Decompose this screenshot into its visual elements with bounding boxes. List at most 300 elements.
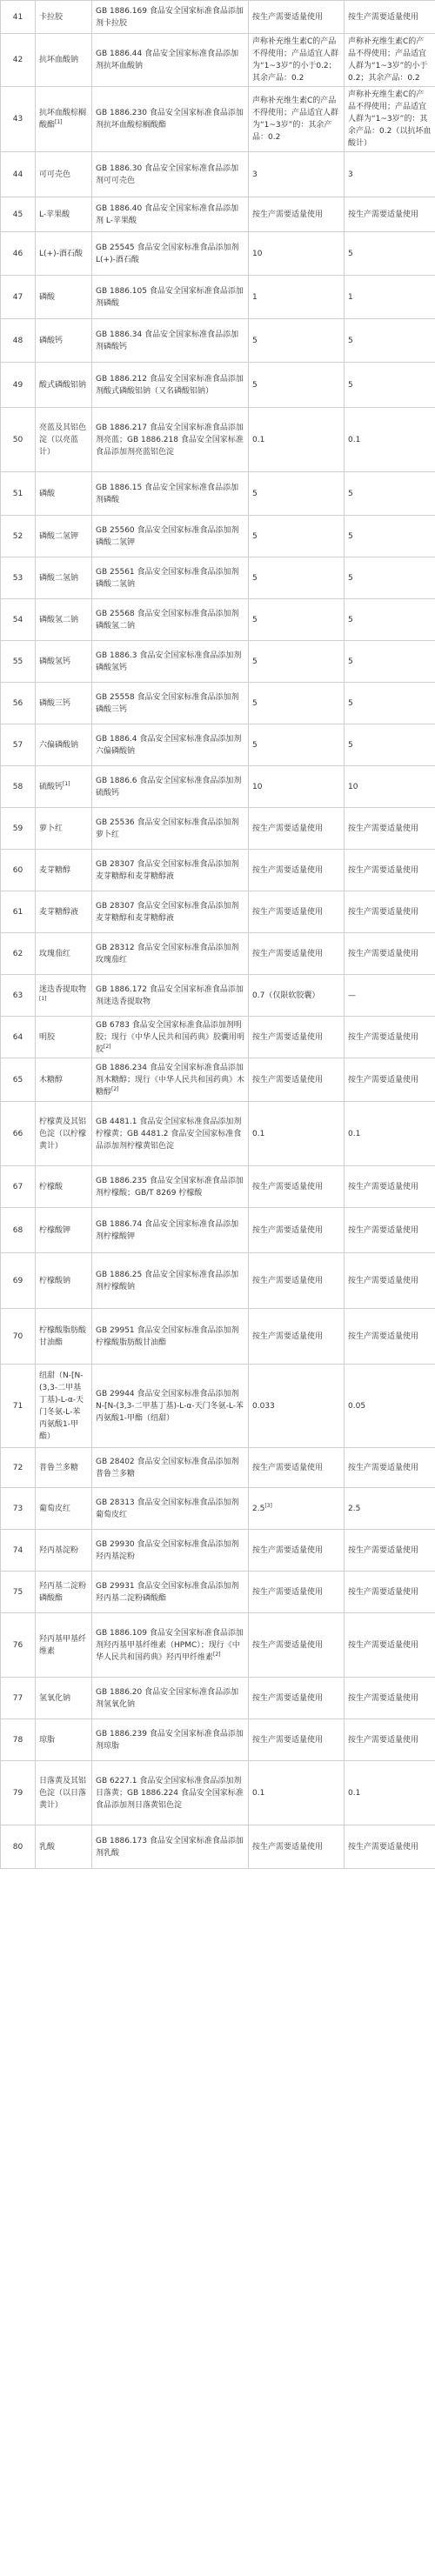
max-usage-cell — [249, 933, 345, 975]
additive-name-cell-text: 柠檬酸钠 — [39, 1276, 71, 1285]
table-row — [1, 363, 435, 408]
additive-name-cell-text: 柠檬酸钾 — [39, 1225, 71, 1235]
max-usage-cell-text: 按生产需要适量使用 — [252, 1587, 324, 1597]
max-usage-alt-cell — [345, 891, 435, 933]
max-usage-alt-cell-text: 按生产需要适量使用 — [348, 1182, 419, 1191]
max-usage-alt-cell — [345, 850, 435, 891]
standard-cell-text: GB 29951 食品安全国家标准食品添加剂柠檬酸脂肪酸甘油酯 — [96, 1325, 239, 1347]
max-usage-cell-text: 声称补充维生素C的产品不得使用；产品适宜人群为“1~3岁”的：其余产品：0.2 — [252, 97, 339, 142]
additive-name-cell-text: 明胶 — [39, 1032, 56, 1042]
row-number-cell — [1, 975, 36, 1017]
additive-name-cell-text: 磷酸氢钙 — [39, 657, 71, 666]
max-usage-alt-cell-text: 5 — [348, 657, 353, 666]
additive-name-cell-text: 磷酸 — [39, 489, 56, 498]
max-usage-cell-text: 5 — [252, 740, 258, 750]
additive-name-cell — [36, 1, 92, 34]
row-number-cell-text: 66 — [12, 1129, 23, 1138]
additive-name-cell — [36, 1017, 92, 1058]
row-number-cell-text: 67 — [12, 1182, 23, 1191]
max-usage-alt-cell — [345, 1719, 435, 1761]
max-usage-cell-text: 按生产需要适量使用 — [252, 1075, 324, 1084]
standard-cell — [92, 1, 249, 34]
max-usage-cell — [249, 1365, 345, 1448]
table-row — [1, 1488, 435, 1530]
max-usage-cell — [249, 599, 345, 641]
max-usage-alt-cell-text: 按生产需要适量使用 — [348, 1693, 419, 1703]
additive-name-cell — [36, 1309, 92, 1365]
max-usage-alt-cell-text: 按生产需要适量使用 — [348, 1463, 419, 1472]
additive-name-cell-text: 羟丙基甲基纤维素 — [39, 1634, 87, 1656]
max-usage-cell-text: 按生产需要适量使用 — [252, 907, 324, 917]
table-row — [1, 1678, 435, 1719]
standard-cell — [92, 1761, 249, 1825]
max-usage-alt-cell — [345, 1488, 435, 1530]
additive-name-cell — [36, 276, 92, 319]
row-number-cell — [1, 599, 36, 641]
max-usage-alt-cell — [345, 1572, 435, 1613]
table-row — [1, 516, 435, 557]
max-usage-alt-cell-text: 按生产需要适量使用 — [348, 1075, 419, 1084]
table-row — [1, 683, 435, 724]
row-number-cell — [1, 1530, 36, 1572]
max-usage-cell — [249, 1572, 345, 1613]
additive-name-cell — [36, 1613, 92, 1678]
additive-name-cell-text: 迷迭香提取物 — [39, 984, 87, 994]
max-usage-cell-text: 0.1 — [252, 1788, 265, 1798]
row-number-cell-text: 60 — [12, 865, 23, 875]
standard-cell — [92, 1613, 249, 1678]
additive-name-cell-text: 纽甜（N-[N-(3,3-二甲基丁基)-L-α-天门冬氨-L-苯丙氨酸1-甲酯） — [39, 1371, 84, 1441]
max-usage-cell — [249, 516, 345, 557]
additive-name-cell — [36, 683, 92, 724]
max-usage-alt-cell-text: 按生产需要适量使用 — [348, 907, 419, 917]
row-number-cell-text: 64 — [12, 1032, 23, 1042]
additive-name-cell-text: 酸式磷酸铝钠 — [39, 380, 87, 390]
max-usage-alt-cell — [345, 1166, 435, 1208]
row-number-cell-text: 80 — [12, 1842, 23, 1852]
additive-name-cell-text: 可可壳色 — [39, 170, 71, 179]
standard-cell — [92, 1572, 249, 1613]
max-usage-cell — [249, 1058, 345, 1102]
max-usage-alt-cell — [345, 1208, 435, 1253]
max-usage-alt-cell — [345, 1448, 435, 1488]
standard-cell — [92, 1309, 249, 1365]
additive-table-body — [1, 1, 435, 1869]
max-usage-cell-text: 按生产需要适量使用 — [252, 1693, 324, 1703]
additive-name-cell — [36, 933, 92, 975]
footnote-ref: [1] — [63, 780, 70, 787]
max-usage-alt-cell-text: 5 — [348, 531, 353, 541]
max-usage-alt-cell-text: 按生产需要适量使用 — [348, 824, 419, 833]
additive-name-cell-text: 抗坏血酸棕榈酸酯 — [39, 109, 87, 130]
max-usage-alt-cell — [345, 975, 435, 1017]
max-usage-cell-text: 5 — [252, 573, 258, 583]
row-number-cell-text: 44 — [12, 170, 23, 179]
max-usage-cell-text: 10 — [252, 249, 263, 258]
max-usage-alt-cell-text: 0.1 — [348, 1788, 361, 1798]
standard-cell — [92, 891, 249, 933]
standard-cell — [92, 975, 249, 1017]
row-number-cell-text: 49 — [12, 380, 23, 390]
max-usage-cell — [249, 1613, 345, 1678]
row-number-cell — [1, 641, 36, 683]
standard-cell — [92, 1017, 249, 1058]
row-number-cell-text: 46 — [12, 249, 23, 258]
max-usage-alt-cell — [345, 1530, 435, 1572]
standard-cell — [92, 1365, 249, 1448]
row-number-cell — [1, 1488, 36, 1530]
max-usage-cell-text: 按生产需要适量使用 — [252, 1182, 324, 1191]
standard-cell-text: GB 29944 食品安全国家标准食品添加剂 N-[N-(3,3-二甲基丁基)-L-α-天门冬氨-L-苯丙氨酸1-甲酯（纽甜） — [96, 1389, 244, 1423]
row-number-cell — [1, 472, 36, 516]
standard-cell — [92, 641, 249, 683]
max-usage-cell-text: 按生产需要适量使用 — [252, 1032, 324, 1042]
additive-name-cell-text: L-苹果酸 — [39, 210, 70, 219]
max-usage-alt-cell-text: 5 — [348, 489, 353, 498]
additive-name-cell-text: 抗坏血酸钠 — [39, 56, 79, 64]
standard-cell-text: GB 29930 食品安全国家标准食品添加剂羟丙基淀粉 — [96, 1539, 239, 1561]
max-usage-cell-text: 按生产需要适量使用 — [252, 1640, 324, 1650]
standard-cell — [92, 516, 249, 557]
max-usage-alt-cell — [345, 1102, 435, 1166]
max-usage-alt-cell-text: 1 — [348, 292, 353, 302]
table-row — [1, 933, 435, 975]
standard-cell-text: GB 1886.3 食品安全国家标准食品添加剂磷酸氢钙 — [96, 651, 242, 672]
row-number-cell-text: 59 — [12, 824, 23, 833]
standard-cell — [92, 1719, 249, 1761]
row-number-cell — [1, 1678, 36, 1719]
row-number-cell — [1, 34, 36, 87]
row-number-cell-text: 65 — [12, 1075, 23, 1084]
table-row — [1, 197, 435, 232]
max-usage-cell-text: 0.1 — [252, 435, 265, 444]
max-usage-cell-text: 5 — [252, 698, 258, 708]
max-usage-alt-cell-text: 按生产需要适量使用 — [348, 1276, 419, 1285]
max-usage-alt-cell-text: 5 — [348, 336, 353, 345]
max-usage-alt-cell-text: 5 — [348, 249, 353, 258]
table-row — [1, 1613, 435, 1678]
max-usage-cell-text: 按生产需要适量使用 — [252, 1331, 324, 1341]
row-number-cell — [1, 363, 36, 408]
max-usage-cell-text: 按生产需要适量使用 — [252, 1276, 324, 1285]
additive-name-cell-text: 乳酸 — [39, 1842, 56, 1852]
max-usage-alt-cell-text: 5 — [348, 615, 353, 624]
additive-name-cell — [36, 557, 92, 599]
row-number-cell — [1, 408, 36, 472]
standard-cell — [92, 724, 249, 766]
max-usage-cell-text: 5 — [252, 380, 258, 390]
additive-name-cell-text: 葡萄皮红 — [39, 1504, 71, 1513]
additive-name-cell-text: 木糖醇 — [39, 1075, 64, 1084]
standard-cell-text: GB 1886.6 食品安全国家标准食品添加剂硫酸钙 — [96, 776, 242, 797]
table-row — [1, 319, 435, 363]
row-number-cell-text: 54 — [12, 615, 23, 624]
max-usage-cell-text: 按生产需要适量使用 — [252, 824, 324, 833]
standard-cell-text: GB 1886.34 食品安全国家标准食品添加剂磷酸钙 — [96, 330, 239, 351]
table-row — [1, 408, 435, 472]
max-usage-cell-text: 10 — [252, 782, 263, 791]
additive-name-cell-text: 卡拉胶 — [39, 12, 64, 22]
max-usage-alt-cell — [345, 1017, 435, 1058]
standard-cell-text: GB 1886.44 食品安全国家标准食品添加剂抗坏血酸钠 — [96, 50, 239, 70]
max-usage-alt-cell-text: 按生产需要适量使用 — [348, 1545, 419, 1555]
max-usage-alt-cell — [345, 1058, 435, 1102]
row-number-cell — [1, 1058, 36, 1102]
row-number-cell-text: 45 — [12, 210, 23, 219]
row-number-cell-text: 43 — [12, 115, 23, 123]
additive-name-cell-text: 普鲁兰多糖 — [39, 1463, 79, 1472]
standard-cell — [92, 1530, 249, 1572]
max-usage-cell-text: 按生产需要适量使用 — [252, 1225, 324, 1235]
standard-cell-text: GB 1886.173 食品安全国家标准食品添加剂乳酸 — [96, 1836, 244, 1858]
max-usage-alt-cell — [345, 1613, 435, 1678]
row-number-cell-text: 70 — [12, 1331, 23, 1341]
max-usage-alt-cell-text: 5 — [348, 740, 353, 750]
standard-cell — [92, 1253, 249, 1309]
standard-cell — [92, 34, 249, 87]
additive-name-cell-text: L(+)-酒石酸 — [39, 249, 83, 258]
standard-cell-text: GB 28402 食品安全国家标准食品添加剂普鲁兰多糖 — [96, 1457, 239, 1478]
row-number-cell-text: 58 — [12, 782, 23, 791]
table-row — [1, 641, 435, 683]
max-usage-cell — [249, 1530, 345, 1572]
max-usage-cell — [249, 1166, 345, 1208]
table-row — [1, 1825, 435, 1869]
standard-cell-text: GB 1886.15 食品安全国家标准食品添加剂磷酸 — [96, 483, 239, 504]
row-number-cell — [1, 276, 36, 319]
row-number-cell — [1, 1166, 36, 1208]
additive-name-cell — [36, 1208, 92, 1253]
additive-name-cell — [36, 641, 92, 683]
max-usage-cell — [249, 850, 345, 891]
max-usage-alt-cell — [345, 34, 435, 87]
standard-cell-text: GB 25558 食品安全国家标准食品添加剂磷酸三钙 — [96, 692, 239, 714]
max-usage-cell — [249, 683, 345, 724]
row-number-cell — [1, 933, 36, 975]
standard-cell-text: GB 25536 食品安全国家标准食品添加剂萝卜红 — [96, 818, 239, 839]
additive-name-cell — [36, 724, 92, 766]
max-usage-cell-text: 0.7（仅限软胶囊） — [252, 991, 320, 1000]
max-usage-cell — [249, 766, 345, 808]
additive-name-cell — [36, 1761, 92, 1825]
row-number-cell-text: 78 — [12, 1735, 23, 1745]
standard-cell-text: GB 1886.212 食品安全国家标准食品添加剂酸式磷酸铝钠（又名磷酸铝钠） — [96, 374, 244, 396]
max-usage-alt-cell — [345, 87, 435, 152]
footnote-ref: [2] — [104, 1043, 111, 1050]
max-usage-cell — [249, 87, 345, 152]
row-number-cell-text: 72 — [12, 1463, 23, 1472]
table-row — [1, 34, 435, 87]
standard-cell — [92, 197, 249, 232]
max-usage-alt-cell — [345, 152, 435, 197]
standard-cell-text: GB 1886.4 食品安全国家标准食品添加剂六偏磷酸钠 — [96, 734, 242, 756]
max-usage-alt-cell — [345, 472, 435, 516]
max-usage-alt-cell-text: 5 — [348, 380, 353, 390]
standard-cell-text: GB 1886.105 食品安全国家标准食品添加剂磷酸 — [96, 286, 244, 308]
max-usage-alt-cell-text: 声称补充维生素C的产品不得使用；产品适宜人群为“1~3岁”的：其余产品：0.2（以抗坏血酸计） — [348, 90, 432, 148]
table-row — [1, 232, 435, 276]
row-number-cell-text: 42 — [12, 56, 23, 64]
standard-cell — [92, 808, 249, 850]
max-usage-alt-cell — [345, 1253, 435, 1309]
standard-cell-text: GB 1886.217 食品安全国家标准食品添加剂亮蓝；GB 1886.218 食品安全国家标准食品添加剂亮蓝铝色淀 — [96, 423, 244, 457]
additive-name-cell — [36, 1488, 92, 1530]
row-number-cell — [1, 683, 36, 724]
additive-name-cell-text: 柠檬黄及其铝色淀（以柠檬黄计） — [39, 1117, 87, 1151]
max-usage-alt-cell — [345, 683, 435, 724]
max-usage-cell-text: 0.1 — [252, 1129, 265, 1138]
max-usage-cell-text: 按生产需要适量使用 — [252, 865, 324, 875]
footnote-ref: [2] — [213, 1651, 221, 1658]
standard-cell-text: GB 1886.40 食品安全国家标准食品添加剂 L-苹果酸 — [96, 204, 239, 225]
row-number-cell — [1, 1761, 36, 1825]
row-number-cell — [1, 516, 36, 557]
standard-cell-text: GB 1886.239 食品安全国家标准食品添加剂琼脂 — [96, 1729, 244, 1751]
max-usage-cell-text: 按生产需要适量使用 — [252, 949, 324, 958]
max-usage-cell — [249, 808, 345, 850]
additive-name-cell-text: 磷酸钙 — [39, 336, 64, 345]
additive-name-cell-text: 柠檬酸脂肪酸甘油酯 — [39, 1325, 87, 1347]
additive-name-cell — [36, 850, 92, 891]
row-number-cell — [1, 1208, 36, 1253]
row-number-cell — [1, 724, 36, 766]
row-number-cell — [1, 1572, 36, 1613]
max-usage-cell — [249, 1761, 345, 1825]
max-usage-cell — [249, 232, 345, 276]
max-usage-alt-cell — [345, 1, 435, 34]
max-usage-alt-cell — [345, 363, 435, 408]
row-number-cell — [1, 557, 36, 599]
table-row — [1, 1166, 435, 1208]
additive-name-cell — [36, 891, 92, 933]
row-number-cell-text: 55 — [12, 657, 23, 666]
standard-cell-text: GB 25560 食品安全国家标准食品添加剂磷酸二氢钾 — [96, 525, 239, 547]
standard-cell-text: GB 25545 食品安全国家标准食品添加剂 L(+)-酒石酸 — [96, 243, 239, 264]
row-number-cell-text: 62 — [12, 949, 23, 958]
max-usage-cell-text: 按生产需要适量使用 — [252, 1545, 324, 1555]
standard-cell — [92, 1678, 249, 1719]
row-number-cell-text: 76 — [12, 1640, 23, 1650]
row-number-cell — [1, 1309, 36, 1365]
row-number-cell — [1, 1448, 36, 1488]
max-usage-alt-cell-text: 按生产需要适量使用 — [348, 1032, 419, 1042]
max-usage-alt-cell — [345, 516, 435, 557]
max-usage-cell — [249, 319, 345, 363]
row-number-cell-text: 77 — [12, 1693, 23, 1703]
max-usage-alt-cell — [345, 1365, 435, 1448]
max-usage-cell-text: 按生产需要适量使用 — [252, 210, 324, 219]
standard-cell-text: GB 1886.25 食品安全国家标准食品添加剂柠檬酸钠 — [96, 1270, 239, 1291]
max-usage-alt-cell-text: 按生产需要适量使用 — [348, 1331, 419, 1341]
max-usage-cell-text: 按生产需要适量使用 — [252, 1735, 324, 1745]
standard-cell-text: GB 28307 食品安全国家标准食品添加剂麦芽糖醇和麦芽糖醇液 — [96, 859, 239, 881]
row-number-cell-text: 47 — [12, 292, 23, 302]
additive-name-cell — [36, 1678, 92, 1719]
row-number-cell — [1, 891, 36, 933]
additive-name-cell-text: 玫瑰茄红 — [39, 949, 71, 958]
max-usage-cell — [249, 408, 345, 472]
standard-cell — [92, 87, 249, 152]
max-usage-alt-cell-text: 0.1 — [348, 1129, 361, 1138]
standard-cell-text: GB 25568 食品安全国家标准食品添加剂磷酸氢二钠 — [96, 609, 239, 631]
max-usage-cell — [249, 152, 345, 197]
max-usage-cell — [249, 1448, 345, 1488]
additive-name-cell — [36, 152, 92, 197]
additive-name-cell — [36, 472, 92, 516]
max-usage-cell — [249, 1488, 345, 1530]
max-usage-cell — [249, 557, 345, 599]
standard-cell — [92, 1208, 249, 1253]
additive-name-cell — [36, 197, 92, 232]
row-number-cell — [1, 1719, 36, 1761]
standard-cell-text: GB 28313 食品安全国家标准食品添加剂葡萄皮红 — [96, 1498, 239, 1519]
standard-cell — [92, 1166, 249, 1208]
max-usage-cell — [249, 1253, 345, 1309]
standard-cell — [92, 1058, 249, 1102]
additive-name-cell — [36, 1365, 92, 1448]
additive-name-cell — [36, 1572, 92, 1613]
max-usage-alt-cell — [345, 641, 435, 683]
max-usage-alt-cell — [345, 1761, 435, 1825]
additive-name-cell-text: 亮蓝及其铝色淀（以亮蓝计） — [39, 423, 87, 457]
footnote-ref: [3] — [264, 1502, 272, 1509]
max-usage-alt-cell-text: 按生产需要适量使用 — [348, 1225, 419, 1235]
max-usage-cell — [249, 1719, 345, 1761]
additive-name-cell — [36, 1719, 92, 1761]
row-number-cell-text: 51 — [12, 489, 23, 498]
additive-name-cell — [36, 1253, 92, 1309]
standard-cell — [92, 766, 249, 808]
standard-cell-text: GB 28312 食品安全国家标准食品添加剂玫瑰茄红 — [96, 943, 239, 964]
row-number-cell-text: 63 — [12, 991, 23, 1000]
max-usage-cell-text: 0.033 — [252, 1401, 275, 1411]
row-number-cell-text: 50 — [12, 435, 23, 444]
max-usage-cell — [249, 197, 345, 232]
additive-name-cell-text: 磷酸二氢钠 — [39, 573, 79, 583]
max-usage-cell — [249, 34, 345, 87]
additive-name-cell-text: 羟丙基淀粉 — [39, 1545, 79, 1555]
standard-cell — [92, 850, 249, 891]
max-usage-cell-text: 声称补充维生素C的产品不得使用；产品适宜人群为“1~3岁”的小于0.2；其余产品：0.2 — [252, 37, 339, 83]
max-usage-alt-cell — [345, 232, 435, 276]
additive-name-cell-text: 硫酸钙 — [39, 782, 64, 791]
row-number-cell-text: 68 — [12, 1225, 23, 1235]
table-row — [1, 599, 435, 641]
additive-name-cell-text: 羟丙基二淀粉磷酸酯 — [39, 1581, 87, 1603]
max-usage-alt-cell — [345, 1309, 435, 1365]
max-usage-alt-cell-text: 按生产需要适量使用 — [348, 12, 419, 22]
row-number-cell — [1, 1365, 36, 1448]
max-usage-alt-cell — [345, 276, 435, 319]
footnote-ref: [1] — [55, 119, 63, 125]
max-usage-alt-cell-text: 10 — [348, 782, 358, 791]
max-usage-alt-cell-text: 按生产需要适量使用 — [348, 865, 419, 875]
standard-cell-text: GB 29931 食品安全国家标准食品添加剂羟丙基二淀粉磷酸酯 — [96, 1581, 239, 1603]
additive-name-cell-text: 磷酸二氢钾 — [39, 531, 79, 541]
max-usage-alt-cell — [345, 557, 435, 599]
row-number-cell-text: 56 — [12, 698, 23, 708]
table-row — [1, 87, 435, 152]
standard-cell-text: GB 28307 食品安全国家标准食品添加剂麦芽糖醇和麦芽糖醇液 — [96, 901, 239, 923]
standard-cell — [92, 1488, 249, 1530]
row-number-cell — [1, 1, 36, 34]
table-row — [1, 1530, 435, 1572]
additive-name-cell — [36, 808, 92, 850]
max-usage-alt-cell-text: 按生产需要适量使用 — [348, 1735, 419, 1745]
standard-cell — [92, 319, 249, 363]
table-row — [1, 1365, 435, 1448]
additive-name-cell — [36, 408, 92, 472]
